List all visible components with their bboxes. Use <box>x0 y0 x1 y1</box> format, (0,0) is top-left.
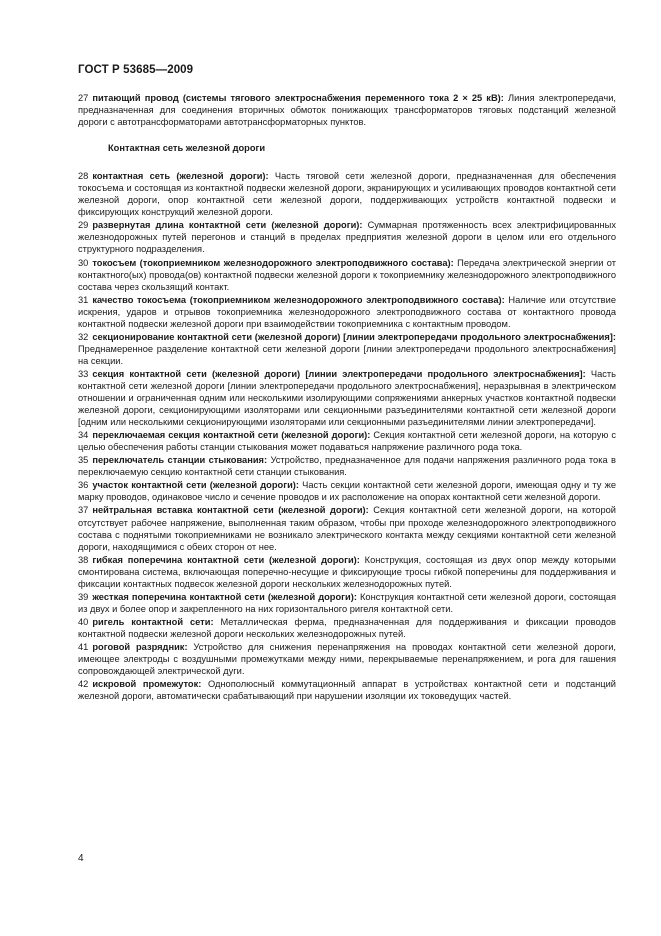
entry-definition: Конструкция контактной сети железной дороги, состоящая из двух и более опор и закрепленного на них горизонтального ригеля контактной сети. <box>78 591 616 614</box>
entry-term: искровой промежуток: <box>92 679 202 690</box>
entry-number: 31 <box>78 294 89 305</box>
entry-term: участок контактной сети (железной дороги): <box>92 480 299 491</box>
term-entry <box>78 479 616 503</box>
term-entry <box>78 641 616 677</box>
entry-number: 35 <box>78 455 89 466</box>
entry-number: 39 <box>78 591 89 602</box>
entry-definition: Секция контактной сети железной дороги, на которой отсутствует рабочее напряжение, выполненная таким образом, чтобы при проходе железнодорожного электроподвижного состава с поднятыми токоприемниками не возникало электрического контакта между секциями контактной сети железной дороги, находящимися с обеих сторон от нее. <box>78 505 616 552</box>
entry-number: 40 <box>78 616 89 627</box>
entry-number: 30 <box>78 257 89 268</box>
section-title: Контактная сеть железной дороги <box>108 143 266 154</box>
document-body <box>78 92 616 703</box>
entry-definition: Часть секции контактной сети железной дороги, имеющая одну и ту же марку проводов, одинаковое число и сечение проводов и их расположение на опорах контактной сети железной дороги. <box>78 480 616 503</box>
entry-term: качество токосъема (токоприемником железнодорожного электроподвижного состава): <box>92 294 505 305</box>
entry-definition: Наличие или отсутствие искрения, ударов и отрывов токоприемника железнодорожного электроподвижного состава от контактного провода контактной подвески железной дороги при взаимодействии токоприемника с контактным проводом. <box>78 294 616 329</box>
entry-definition: Линия электропередачи, предназначенная для соединения вторичных обмоток понижающих трансформаторов тяговых подстанций железной дороги с автотрансформаторами автотрансформаторных пунктов. <box>78 93 616 128</box>
document-header: ГОСТ Р 53685—2009 <box>78 64 194 76</box>
term-entry <box>78 294 616 330</box>
entry-term: токосъем (токоприемником железнодорожного электроподвижного состава): <box>92 257 454 268</box>
entry-definition: Устройство для снижения перенапряжения на проводах контактной сети железной дороги, имеющее электроды с воздушными промежутками между ними, перекрываемые перенапряжением, и рога для гашения сопровождающей электрической дуги. <box>78 641 617 677</box>
term-entry <box>78 454 616 478</box>
entries-before-section <box>78 92 616 128</box>
entry-number: 37 <box>78 505 89 516</box>
entry-term: нейтральная вставка контактной сети (железной дороги): <box>92 505 369 516</box>
term-entry <box>78 331 616 367</box>
entry-number: 32 <box>78 331 89 342</box>
term-entry <box>78 678 616 702</box>
entry-term: переключаемая секция контактной сети (железной дороги): <box>92 430 371 441</box>
term-entry <box>78 554 616 590</box>
term-entry <box>78 257 616 293</box>
entry-term: контактная сеть (железной дороги): <box>92 171 269 182</box>
entry-number: 38 <box>78 554 89 565</box>
entry-definition: Однополюсный коммутационный аппарат в устройствах контактной сети и подстанций железной дороги, автоматически срабатывающий при нарушении изоляции их токоведущих частей. <box>78 679 616 702</box>
entry-definition: Суммарная протяженность всех электрифицированных железнодорожных путей перегонов и станций в пределах предприятия железной дороги в целом или его отдельного структурного подразделения. <box>78 220 616 255</box>
term-entry <box>78 368 616 428</box>
entry-number: 27 <box>78 93 89 103</box>
term-entry <box>78 92 616 128</box>
term-entry <box>78 429 616 453</box>
entry-term: переключатель станции стыкования: <box>92 455 268 466</box>
entry-term: ригель контактной сети: <box>92 616 214 627</box>
entry-definition: Секция контактной сети железной дороги, на которую с целью обеспечения работы станции стыкования может подаваться напряжение различного рода тока. <box>78 430 617 453</box>
entry-number: 28 <box>78 171 89 182</box>
entry-term: секция контактной сети (железной дороги) [линии электропередачи продольного электроснабжения]: <box>92 368 586 379</box>
entry-definition: Металлическая ферма, предназначенная для поддерживания и фиксации проводов контактной подвески железной дороги нескольких железнодорожных путей. <box>78 616 616 639</box>
entry-number: 29 <box>78 220 89 231</box>
entry-term: гибкая поперечина контактной сети (железной дороги): <box>92 554 360 565</box>
entry-definition: Преднамеренное разделение контактной сети железной дороги [линии электропередачи продольного электроснабжения] на секции. <box>78 343 616 366</box>
term-entry <box>78 219 616 255</box>
entry-definition: Передача электрической энергии от контактного(ых) провода(ов) контактной подвески железной дороги к токоприемнику железнодорожного электроподвижного состава через скользящий контакт. <box>78 257 616 292</box>
entry-term: развернутая длина контактной сети (железной дороги): <box>92 220 363 231</box>
entry-term: питающий провод (системы тягового электроснабжения переменного тока 2 × 25 кВ): <box>92 93 504 103</box>
term-entry <box>78 504 616 552</box>
entry-term: секционирование контактной сети (железной дороги) [линии электропередачи продольного электроснабжения]: <box>92 331 616 342</box>
entry-number: 42 <box>78 679 89 690</box>
entry-term: жесткая поперечина контактной сети (железной дороги): <box>92 591 357 602</box>
entry-number: 34 <box>78 430 89 441</box>
term-entry <box>78 616 616 640</box>
term-entry <box>78 170 616 218</box>
entry-definition: Устройство, предназначенное для подачи напряжения различного рода тока в переключаемую секцию контактной сети станции стыкования. <box>78 455 616 478</box>
entry-definition: Часть контактной сети железной дороги [линии электропередачи продольного электроснабжения], неразрывная в электрическом отношении и ограниченная одним или несколькими изолирующими сопряжениями анкерных участков контактной подвески железной дороги, секционирующими изоляторами или секционными разъединителями контактной сети железной дороги [одним или несколькими секционирующими изоляторами или секционными разъединителями линии электропередачи]. <box>78 368 616 428</box>
entry-term: роговой разрядник: <box>92 641 188 652</box>
entry-definition: Конструкция, состоящая из двух опор между которыми смонтирована система, включающая поперечно-несущие и фиксирующие тросы гибкой поперечины для поддерживания и фиксации контактных подвесок железной дороги нескольких железнодорожных путей. <box>78 554 616 589</box>
page-number: 4 <box>78 853 84 864</box>
entry-definition: Часть тяговой сети железной дороги, предназначенная для обеспечения токосъема и состоящая из контактной подвески железной дороги, экранирующих и усиливающих проводов контактной сети железной дороги, опор контактной сети железной дороги, поддерживающих устройств контактной подвески и фиксирующих конструкций железной дороги. <box>78 171 616 218</box>
entries-list <box>78 170 616 702</box>
entry-number: 33 <box>78 368 89 379</box>
term-entry <box>78 591 616 615</box>
entry-number: 41 <box>78 641 89 652</box>
entry-number: 36 <box>78 480 89 491</box>
